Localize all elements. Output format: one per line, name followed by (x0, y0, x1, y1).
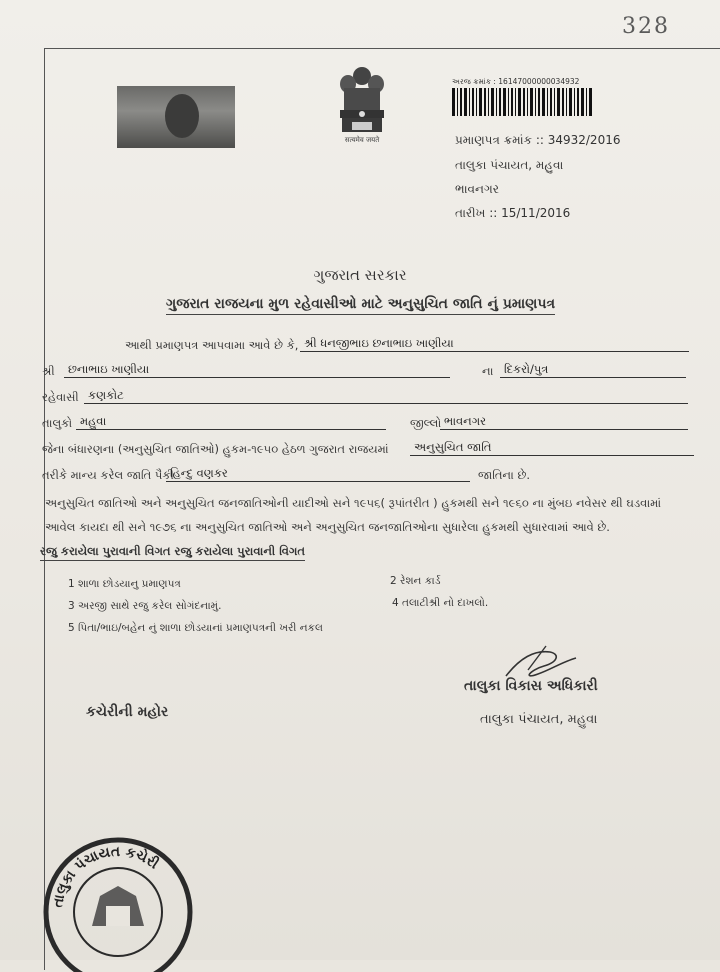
legal-paragraph-line2: આવેલ કાયદા થી સને ૧૯૭૬ ના અનુસુચિત જાતિઓ અને અનુસુચિત જનજાતિઓના સુધારેલા હુકમથી સુધારવામાં આવે છે. (45, 520, 610, 534)
na-label: ના (482, 364, 494, 378)
application-serial: અરજ ક્રમાંક : 16147000000034932 (452, 77, 580, 86)
applicant-photo (117, 86, 235, 148)
district-label: જીલ્લો (410, 416, 442, 430)
caste-suffix: જાતિના છે. (478, 468, 531, 482)
residence-village: કણકોટ (84, 388, 688, 404)
relation: દિકરો/પુત્ર (500, 362, 686, 378)
proof-item: 4 તલાટીશ્રી નો દાખલો. (392, 597, 489, 609)
barcode-icon (452, 88, 594, 116)
father-name: છનાભાઇ ખાણીયા (64, 362, 450, 378)
proofs-heading: રજુ કરાયેલા પુરાવાની વિગત રજુ કરાયેલા પુરાવાની વિગત (40, 544, 305, 561)
office-stamp (40, 832, 195, 972)
officer-title: તાલુકા વિકાસ અધિકારી (464, 678, 598, 694)
office-seal-label: કચેરીની મહોર (86, 704, 169, 720)
certificate-number: પ્રમાણપત્ર ક્રમાંક :: 34932/2016 (455, 133, 621, 147)
certificate-title: ગુજરાત રાજયના મુળ રહેવાસીઓ માટે અનુસુચિત જાતિ નું પ્રમાણપત્ર (166, 296, 555, 315)
photo-face (165, 94, 199, 138)
recognised-label: તરીકે માન્ય કરેલ જાતિ પૈકી (42, 468, 174, 482)
handwritten-page-number: 328 (622, 14, 670, 39)
emblem-motto: सत्यमेव जयते (344, 136, 380, 144)
issuing-district: ભાવનગર (455, 182, 499, 196)
issue-date: તારીખ :: 15/11/2016 (455, 206, 571, 220)
taluka-value: મહુવા (76, 414, 386, 430)
shri-prefix: શ્રી (42, 364, 55, 378)
constitution-label: જેના બંધારણના (અનુસુચિત જાતિઓ) હુકમ-૧૯૫૦ હેઠળ ગુજરાત રાજયમાં (42, 442, 389, 456)
proof-item: 1 શાળા છોડયાનુ પ્રમાણપત્ર (68, 578, 181, 590)
proof-item: 3 અરજી સાથે રજુ કરેલ સોગંદનામું. (68, 600, 222, 612)
intro-label: આથી પ્રમાણપત્ર આપવામા આવે છે કે, (125, 338, 299, 352)
government-heading: ગુજરાત સરકાર (313, 266, 407, 284)
caste-value: હિન્દુ વણકર (166, 466, 470, 482)
district-value: ભાવનગર (440, 414, 688, 430)
officer-office: તાલુકા પંચાયત, મહુવા (480, 712, 598, 727)
legal-paragraph-line1: અનુસુચિત જાતિઓ અને અનુસુચિત જનજાતિઓની યાદીઓ સને ૧૯૫૬( રૂપાંતરીત ) હુકમથી સને ૧૯૬૦ ના મુંબઇ નવેસર થી ઘડવામાં (45, 496, 662, 510)
proof-item: 2 રેશન કાર્ડ (390, 575, 441, 587)
issuing-office: તાલુકા પંચાયત, મહુવા (455, 158, 564, 172)
proof-item: 5 પિતા/ભાઇ/બહેન નું શાળા છોડયાનાં પ્રમાણપત્રની ખરી નકલ (68, 622, 323, 634)
state-emblem-icon (330, 62, 394, 142)
taluka-label: તાલુકો (42, 416, 73, 430)
stamp-text: તાલુકા પંચાયત કચેરી (49, 843, 162, 909)
category-value: અનુસુચિત જાતિ (410, 440, 694, 456)
holder-name: શ્રી ધનજીભાઇ છનાભાઇ ખાણીયા (300, 336, 689, 352)
residence-label: રહેવાસી (42, 390, 79, 404)
